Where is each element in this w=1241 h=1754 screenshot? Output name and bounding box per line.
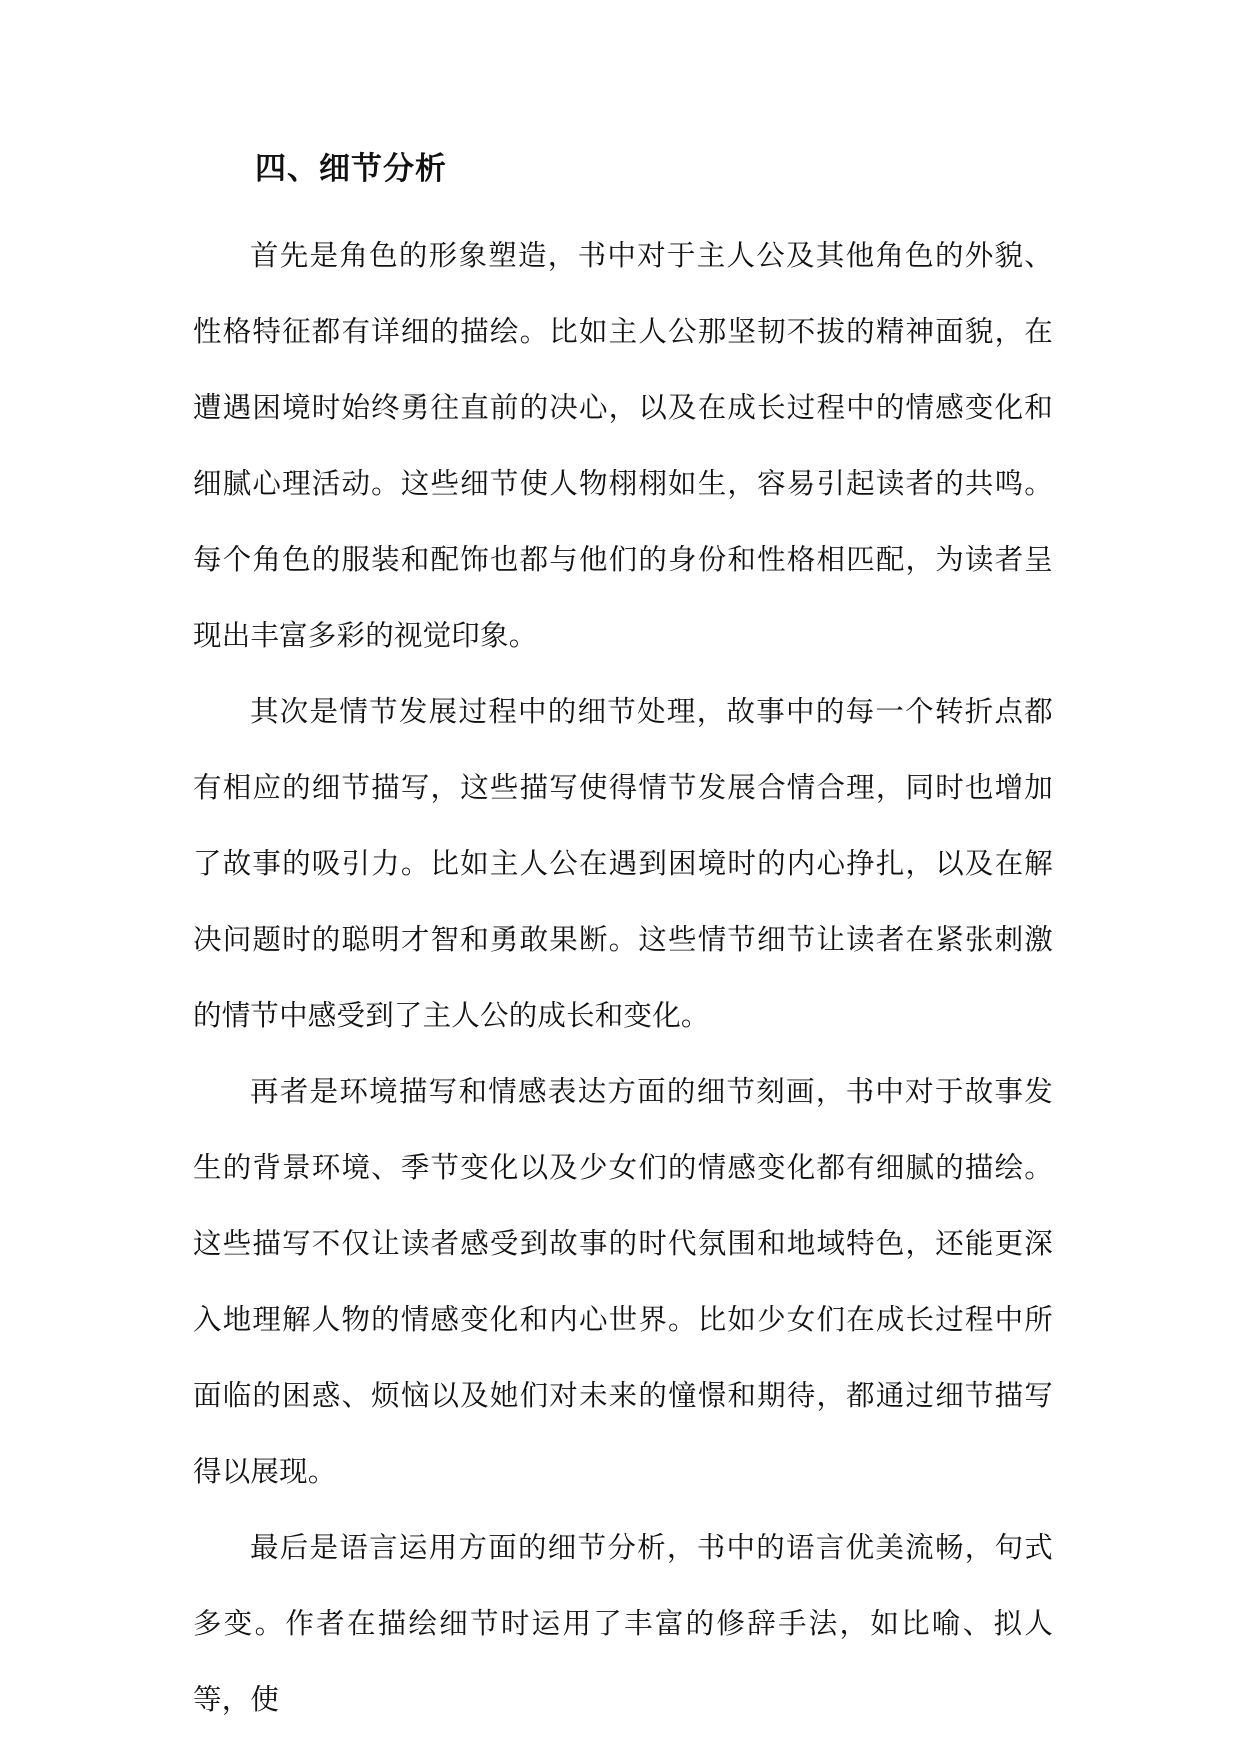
document-body [193,142,1053,1738]
paragraph-character-portrayal: 首先是角色的形象塑造，书中对于主人公及其他角色的外貌、性格特征都有详细的描绘。比如主人公那坚韧不拔的精神面貌，在遭遇困境时始终勇往直前的决心，以及在成长过程中的情感变化和细腻心理活动。这些细节使人物栩栩如生，容易引起读者的共鸣。每个角色的服装和配饰也都与他们的身份和性格相匹配，为读者呈现出丰富多彩的视觉印象。 [193,239,1053,652]
section-heading: 四、细节分析 [255,151,447,187]
paragraph-environment-emotion: 再者是环境描写和情感表达方面的细节刻画，书中对于故事发生的背景环境、季节变化以及少女们的情感变化都有细腻的描绘。这些描写不仅让读者感受到故事的时代氛围和地域特色，还能更深入地理解人物的情感变化和内心世界。比如少女们在成长过程中所面临的困惑、烦恼以及她们对未来的憧憬和期待，都通过细节描写得以展现。 [193,1075,1053,1488]
paragraph-plot-details: 其次是情节发展过程中的细节处理，故事中的每一个转折点都有相应的细节描写，这些描写使得情节发展合情合理，同时也增加了故事的吸引力。比如主人公在遇到困境时的内心挣扎，以及在解决问题时的聪明才智和勇敢果断。这些情节细节让读者在紧张刺激的情节中感受到了主人公的成长和变化。 [193,695,1053,1032]
paragraph-language-use: 最后是语言运用方面的细节分析，书中的语言优美流畅，句式多变。作者在描绘细节时运用了丰富的修辞手法，如比喻、拟人等，使 [193,1531,1053,1716]
